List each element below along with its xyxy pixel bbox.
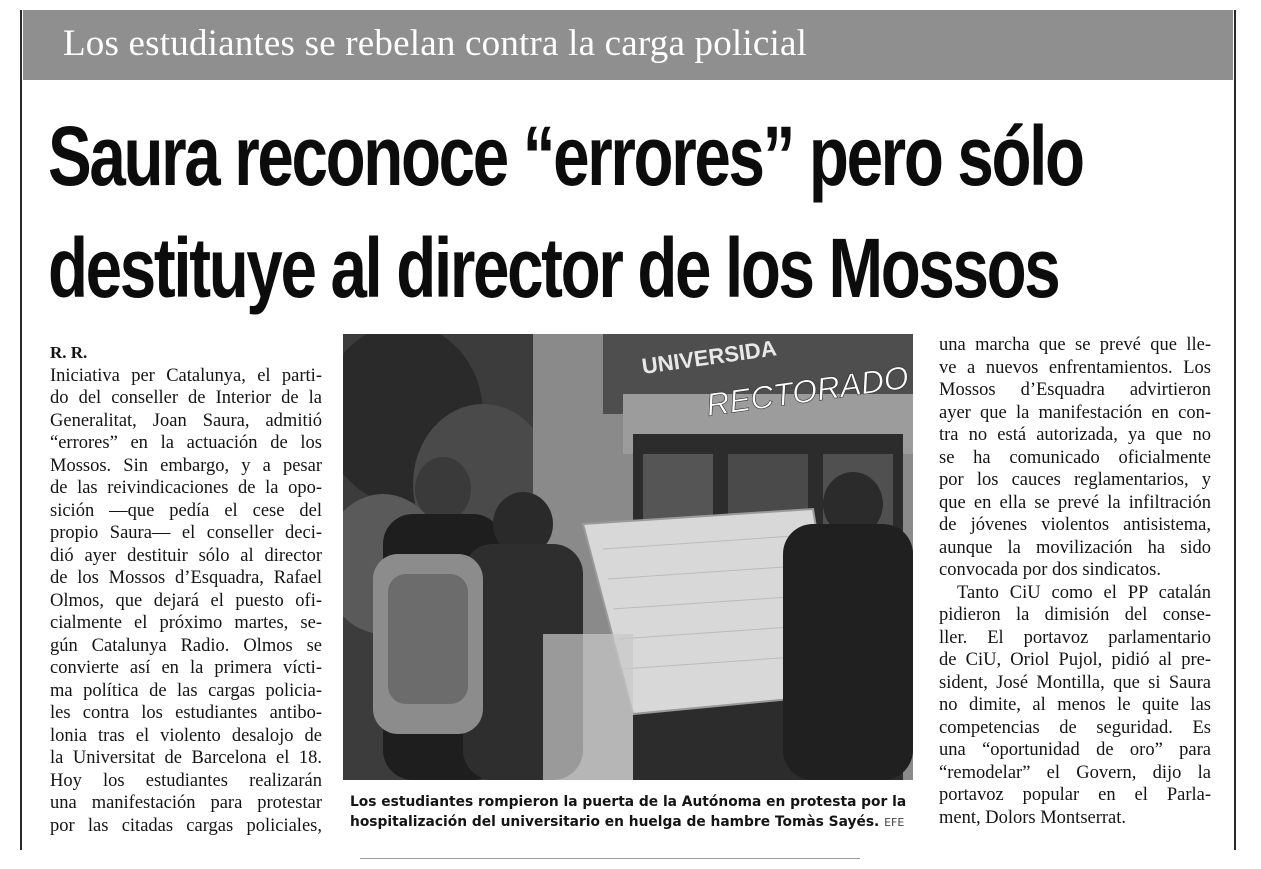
article-line: Iniciativa per Catalunya, el parti-	[50, 365, 322, 386]
article-line: ayer que la manifestación en con-	[939, 402, 1211, 423]
article-line: propio Saura— el conseller deci-	[50, 523, 322, 543]
article-line: Olmos, que dejará el puesto ofi-	[50, 590, 322, 611]
article-line: ma política de las cargas policia-	[50, 680, 322, 701]
article-column-right	[939, 334, 1211, 829]
article-line: sición —que pedía el cese del	[50, 500, 322, 521]
article-line: que en ella se prevé la infiltración	[939, 492, 1211, 513]
article-line: de los Mossos d’Esquadra, Rafael	[50, 568, 322, 588]
left-column-rule	[20, 10, 22, 850]
article-line: Hoy los estudiantes realizarán	[50, 770, 322, 791]
article-line: les contra los estudiantes antibo-	[50, 703, 322, 723]
news-photo	[343, 334, 913, 780]
article-line: de las reivindicaciones de la opo-	[50, 478, 322, 498]
photo-illustration	[343, 334, 913, 780]
article-line: ment, Dolors Montserrat.	[939, 807, 1127, 828]
bottom-rule	[360, 858, 860, 859]
article-line: de jóvenes violentos antisistema,	[939, 515, 1211, 535]
photo-credit: EFE	[884, 816, 905, 829]
article-line: pidieron la dimisión del conse-	[939, 605, 1211, 625]
article-line: portavoz popular en el Parla-	[939, 785, 1211, 805]
article-column-left	[50, 342, 322, 837]
article-line: Tanto CiU como el PP catalán	[957, 582, 1211, 603]
article-line: por los cauces reglamentarios, y	[939, 470, 1211, 490]
byline: R. R.	[50, 343, 88, 362]
article-line: sident, José Montilla, que si Saura	[939, 672, 1211, 693]
article-line: gún Catalunya Radio. Olmos se	[50, 635, 322, 656]
banner-kicker: Los estudiantes se rebelan contra la carga policial	[63, 23, 808, 64]
article-line: una “oportunidad de oro” para	[939, 740, 1211, 760]
article-line: Generalitat, Joan Saura, admitió	[50, 410, 322, 431]
headline-line-1: Saura reconoce “errores” pero sólo	[48, 109, 1083, 203]
article-line: una manifestación para protestar	[50, 793, 322, 813]
article-line: aunque la movilización ha sido	[939, 537, 1211, 558]
sign-universidad: UNIVERSIDA	[640, 335, 779, 379]
caption-line-1: Los estudiantes rompieron la puerta de la Autónoma en protesta por la	[350, 794, 907, 810]
article-line: ve a nuevos enfrentamientos. Los	[939, 357, 1211, 378]
article-line: cialmente el próximo martes, se-	[50, 613, 322, 633]
article-line: competencias de seguridad. Es	[939, 717, 1211, 738]
article-line: Mossos. Sin embargo, y a pesar	[50, 455, 322, 476]
right-column-rule	[1234, 10, 1236, 850]
headline	[48, 100, 1083, 324]
article-line: ller. El portavoz parlamentario	[939, 627, 1211, 648]
article-line: por las citadas cargas policiales,	[50, 815, 322, 836]
section-banner	[23, 10, 1233, 80]
article-line: Mossos d’Esquadra advirtieron	[939, 380, 1211, 400]
caption-line-2: hospitalización del universitario en huelga de hambre Tomàs Sayés.	[350, 814, 880, 830]
article-line: convocada por dos sindicatos.	[939, 560, 1161, 580]
article-line: de CiU, Oriol Pujol, pidió al pre-	[939, 650, 1211, 670]
photo-caption	[350, 792, 910, 833]
article-line: dió ayer destituir sólo al director	[50, 545, 322, 566]
headline-line-2: destituye al director de los Mossos	[48, 221, 1059, 315]
article-line: se ha comunicado oficialmente	[939, 447, 1211, 468]
article-line: tra no está autorizada, ya que no	[939, 425, 1211, 445]
article-line: lonia tras el violento desalojo de	[50, 725, 322, 746]
article-line: la Universitat de Barcelona el 18.	[50, 748, 322, 768]
article-line: no dimite, al menos le quite las	[939, 695, 1211, 715]
article-line: do del conseller de Interior de la	[50, 388, 322, 408]
article-line: “remodelar” el Govern, dijo la	[939, 762, 1211, 783]
article-line: una marcha que se prevé que lle-	[939, 335, 1211, 355]
sign-rectorado: RECTORADO	[703, 358, 911, 423]
article-line: convierte así en la primera vícti-	[50, 658, 322, 678]
article-line: “errores” en la actuación de los	[50, 433, 322, 453]
